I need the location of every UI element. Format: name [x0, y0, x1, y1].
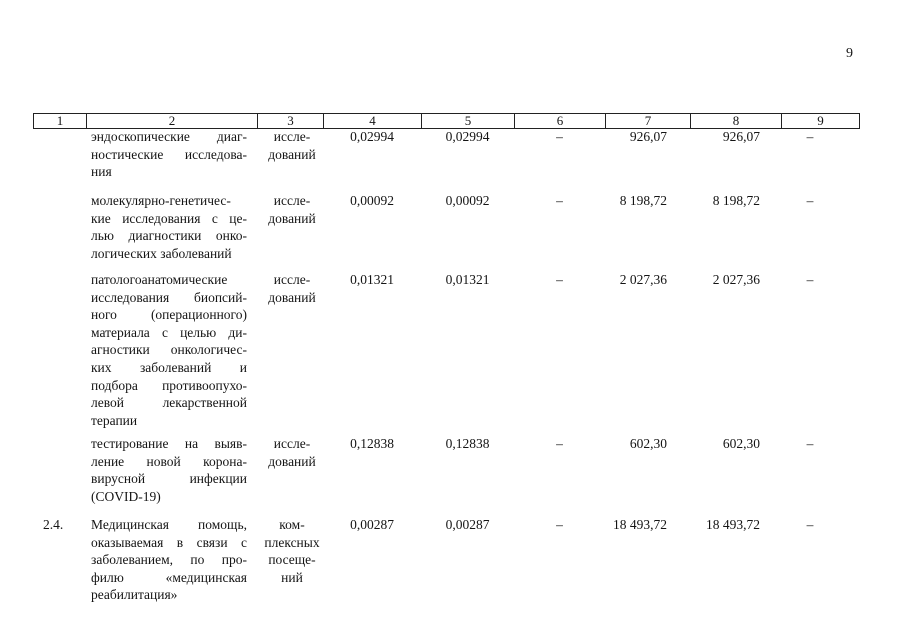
row-unit-line: дований [268, 453, 316, 469]
row-name-line: оказываемая в связи с [91, 534, 247, 550]
row-col-6: – [556, 517, 563, 532]
row-unit-line: плексных [264, 534, 320, 550]
header-col-6: 6 [515, 114, 606, 128]
row-name-line: материала с целью ди- [91, 324, 247, 340]
header-col-1: 1 [34, 114, 87, 128]
row-name-line: патологоанатомические [91, 272, 228, 287]
row-col-6: – [556, 272, 563, 287]
row-col-7: 926,07 [629, 129, 667, 144]
row-name-line: левой лекарственной [91, 395, 247, 411]
row-col-9: – [806, 129, 814, 144]
row-unit-line: дований [268, 289, 316, 305]
header-col-9: 9 [817, 113, 824, 128]
row-col-5: 0,00092 [445, 193, 490, 208]
row-unit [261, 128, 323, 163]
row-unit [261, 435, 323, 470]
row-name-line: ного (операционного) [91, 307, 247, 323]
row-col-8: 2 027,36 [712, 272, 760, 287]
row-col-7: 602,30 [629, 436, 667, 451]
header-col-5: 5 [422, 114, 515, 128]
header-col-2: 2 [87, 114, 258, 128]
row-name [91, 271, 247, 429]
header-col-7: 7 [606, 114, 691, 128]
row-col-6: – [556, 436, 563, 451]
row-name-line: ление новой корона- [91, 453, 247, 469]
row-unit-line: дований [268, 210, 316, 226]
row-name [91, 435, 247, 505]
row-name-line: заболеванием, по про- [91, 552, 247, 568]
row-col-7: 8 198,72 [619, 193, 667, 208]
row-name [91, 128, 247, 181]
row-name-line: вирусной инфекции [91, 471, 247, 487]
header-col-3: 3 [258, 114, 324, 128]
row-name-line: реабилитация» [91, 587, 178, 603]
row-name-line: эндоскопические диаг- [91, 129, 247, 144]
table-header [33, 113, 860, 129]
row-col-9: – [806, 193, 814, 208]
row-name [91, 192, 247, 262]
row-unit-line: иссле- [273, 272, 311, 287]
row-unit-line: ний [281, 569, 303, 585]
row-col-8: 926,07 [722, 129, 760, 144]
row-col-8: 18 493,72 [706, 517, 760, 532]
row-name-line: логических заболеваний [91, 245, 232, 261]
row-unit [261, 516, 323, 586]
row-unit-line: дований [268, 146, 316, 162]
row-col-6: – [556, 193, 563, 208]
row-col-6: – [556, 129, 563, 144]
row-unit-line: ком- [279, 517, 305, 532]
row-name-line: Медицинская помощь, [91, 517, 247, 532]
row-col-8: 602,30 [722, 436, 760, 451]
header-col-8: 8 [691, 114, 782, 128]
row-col-9: – [806, 436, 814, 451]
row-unit-line: иссле- [273, 436, 311, 451]
row-name-line: филю «медицинская [91, 569, 247, 585]
row-unit [261, 192, 323, 227]
header-col-4: 4 [324, 114, 422, 128]
row-number: 2.4. [43, 517, 64, 532]
row-col-7: 2 027,36 [619, 272, 667, 287]
row-col-5: 0,02994 [445, 129, 490, 144]
row-col-4: 0,00287 [350, 517, 394, 532]
row-col-4: 0,01321 [350, 272, 394, 287]
row-name-line: тестирование на выяв- [91, 436, 247, 451]
row-col-4: 0,02994 [350, 129, 394, 144]
row-name-line: ких заболеваний и [91, 359, 247, 375]
row-col-4: 0,12838 [350, 436, 394, 451]
row-col-9: – [806, 517, 814, 532]
row-name-line: кие исследования с це- [91, 210, 247, 226]
row-name-line: (COVID-19) [91, 488, 161, 504]
row-unit-line: иссле- [273, 193, 311, 208]
row-name [91, 516, 247, 604]
row-unit [261, 271, 323, 306]
row-col-9: – [806, 272, 814, 287]
row-col-5: 0,01321 [445, 272, 490, 287]
row-col-7: 18 493,72 [613, 517, 667, 532]
row-name-line: исследования биопсий- [91, 289, 247, 305]
row-name-line: ния [91, 164, 112, 180]
row-name-line: молекулярно-генетичес- [91, 193, 231, 208]
row-col-5: 0,12838 [445, 436, 490, 451]
row-col-8: 8 198,72 [712, 193, 760, 208]
row-unit-line: посеще- [268, 552, 316, 568]
row-name-line: лью диагностики онко- [91, 228, 247, 244]
row-col-4: 0,00092 [350, 193, 394, 208]
row-name-line: ностические исследова- [91, 146, 247, 162]
row-col-5: 0,00287 [445, 517, 490, 532]
row-name-line: подбора противоопухо- [91, 377, 247, 393]
row-name-line: терапии [91, 412, 138, 428]
row-name-line: агностики онкологичес- [91, 342, 247, 358]
page-number: 9 [846, 46, 853, 61]
row-unit-line: иссле- [273, 129, 311, 144]
